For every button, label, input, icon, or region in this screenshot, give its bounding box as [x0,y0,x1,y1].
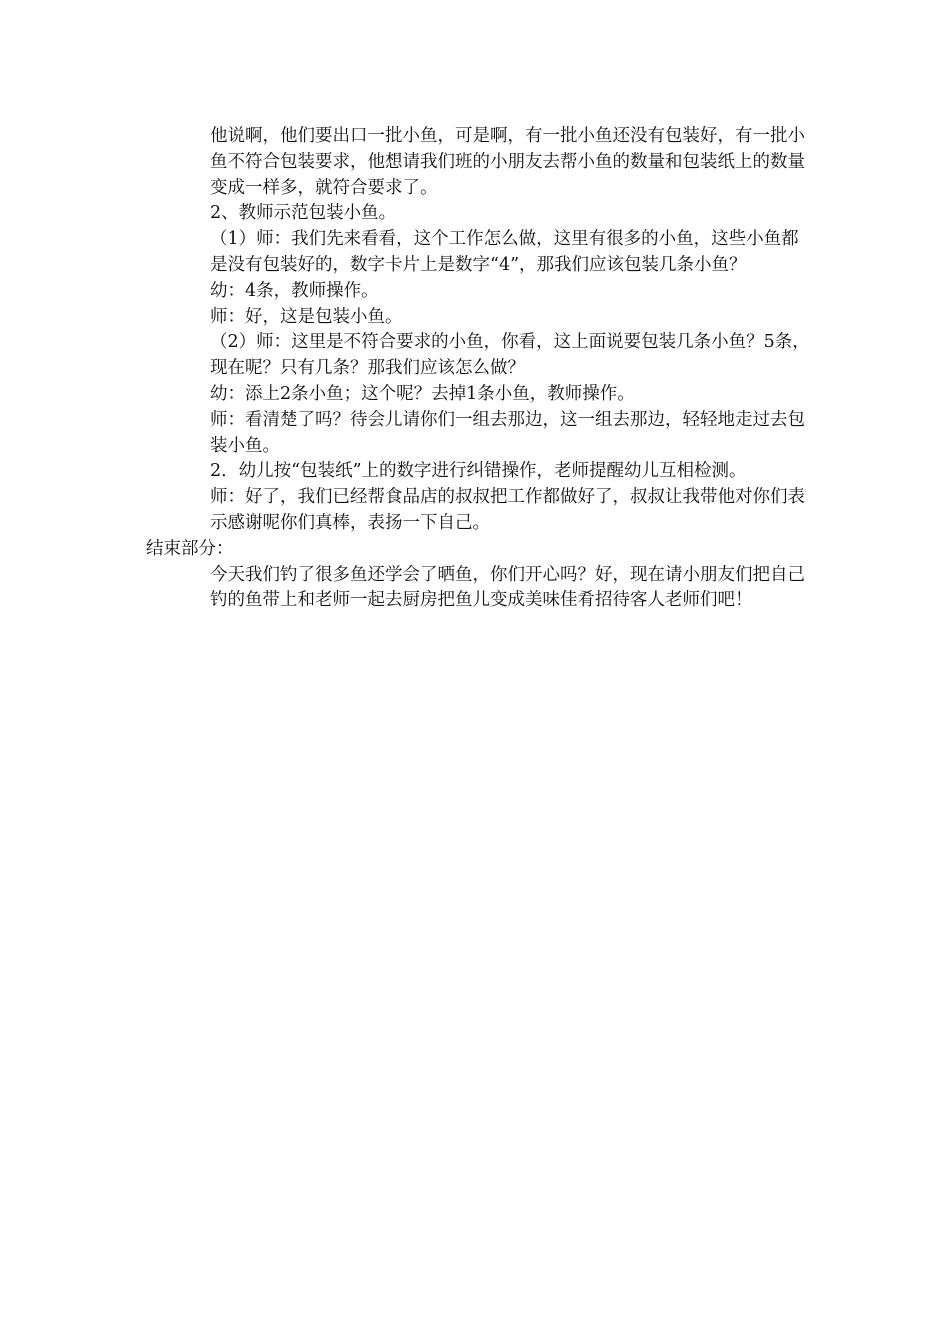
paragraph-closing: 今天我们钓了很多鱼还学会了晒鱼，你们开心吗？好，现在请小朋友们把自己钓的鱼带上和老师一起去厨房把鱼儿变成美味佳肴招待客人老师们吧！ [210,564,805,611]
section-heading-ending: 结束部分： [146,538,234,559]
paragraph-teacher-confirm: 师：好，这是包装小鱼。 [210,306,403,327]
paragraph-child-activity: 2．幼儿按“包装纸”上的数字进行纠错操作，老师提醒幼儿互相检测。 [210,461,747,482]
paragraph-step-2-heading: 2、教师示范包装小鱼。 [210,203,397,224]
paragraph-child-answer-2: 幼：添上2条小鱼；这个呢？去掉1条小鱼，教师操作。 [210,383,635,404]
paragraph-teacher-praise: 师：好了，我们已经帮食品店的叔叔把工作都做好了，叔叔让我带他对你们表示感谢呢你们真棒，表扬一下自己。 [210,487,805,533]
paragraph-teacher-instruction: 师：看清楚了吗？待会儿请你们一组去那边，这一组去那边，轻轻地走过去包装小鱼。 [210,409,805,456]
paragraph-teacher-demo-2: （2）师：这里是不符合要求的小鱼，你看，这上面说要包装几条小鱼？5条，现在呢？只有几条？那我们应该怎么做？ [210,332,810,379]
paragraph-intro-story: 他说啊，他们要出口一批小鱼，可是啊，有一批小鱼还没有包装好，有一批小鱼不符合包装要求，他想请我们班的小朋友去帮小鱼的数量和包装纸上的数量变成一样多，就符合要求了。 [210,126,805,198]
document-body [0,124,950,614]
paragraph-child-answer-1: 幼：4条，教师操作。 [210,280,379,301]
paragraph-teacher-demo-1: （1）师：我们先来看看，这个工作怎么做，这里有很多的小鱼，这些小鱼都是没有包装好的，数字卡片上是数字“4”，那我们应该包装几条小鱼？ [210,229,799,275]
